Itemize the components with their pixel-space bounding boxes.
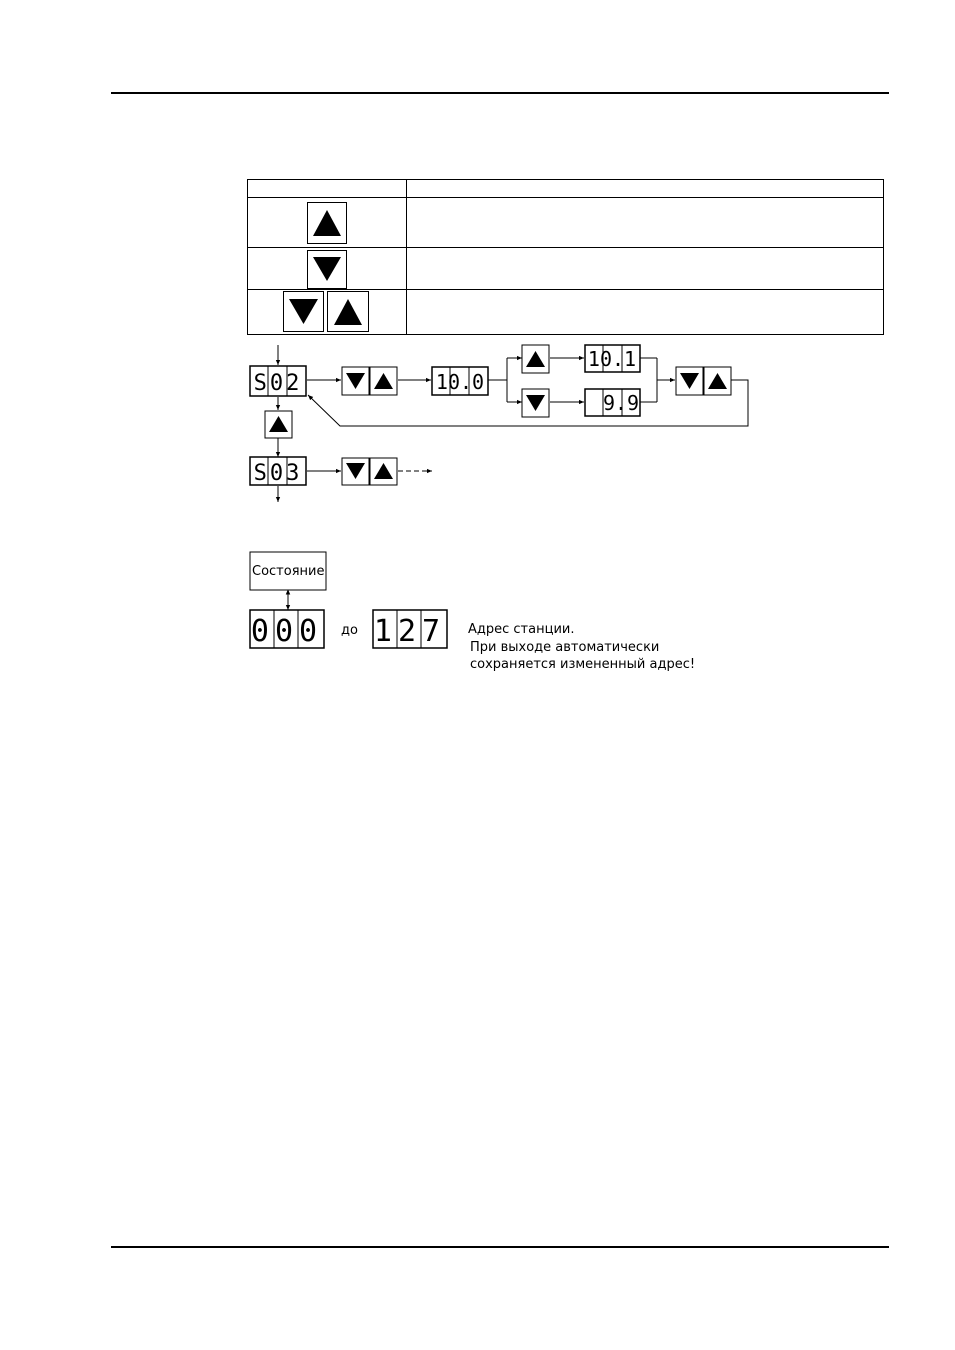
footer-rule (111, 1246, 889, 1248)
flow-up-key-next-param[interactable] (265, 411, 292, 438)
display-value-10-0 (432, 367, 488, 395)
station-address-note-line-3: сохраняется измененный адрес! (470, 657, 696, 672)
station-address-note-line-1: Адрес станции. (468, 622, 575, 637)
state-label: Состояние (252, 564, 325, 579)
flow-down-up-key-pair-3[interactable] (342, 458, 397, 485)
display-digits: 000 (250, 614, 324, 649)
range-word: до (341, 623, 358, 638)
display-digits: S02 (253, 371, 303, 396)
flow-up-key[interactable] (522, 345, 549, 373)
display-range-min (250, 610, 324, 649)
display-param-s02 (250, 366, 306, 396)
flow-down-up-key-pair-2[interactable] (676, 367, 731, 395)
state-box (250, 552, 326, 590)
flow-down-key[interactable] (522, 389, 549, 417)
display-digits: 9.9 (602, 391, 640, 415)
station-address-note-line-2: При выходе автоматически (470, 640, 660, 655)
display-digits: 10.1 (587, 347, 637, 371)
display-param-s03 (250, 457, 306, 486)
display-digits: 10.0 (435, 370, 485, 394)
display-digits: 127 (373, 614, 447, 649)
display-value-10-1 (585, 345, 640, 372)
display-digits: S03 (253, 461, 303, 486)
display-range-max (373, 610, 447, 649)
flow-down-up-key-pair-1[interactable] (342, 367, 397, 395)
display-value-9-9 (585, 389, 640, 416)
